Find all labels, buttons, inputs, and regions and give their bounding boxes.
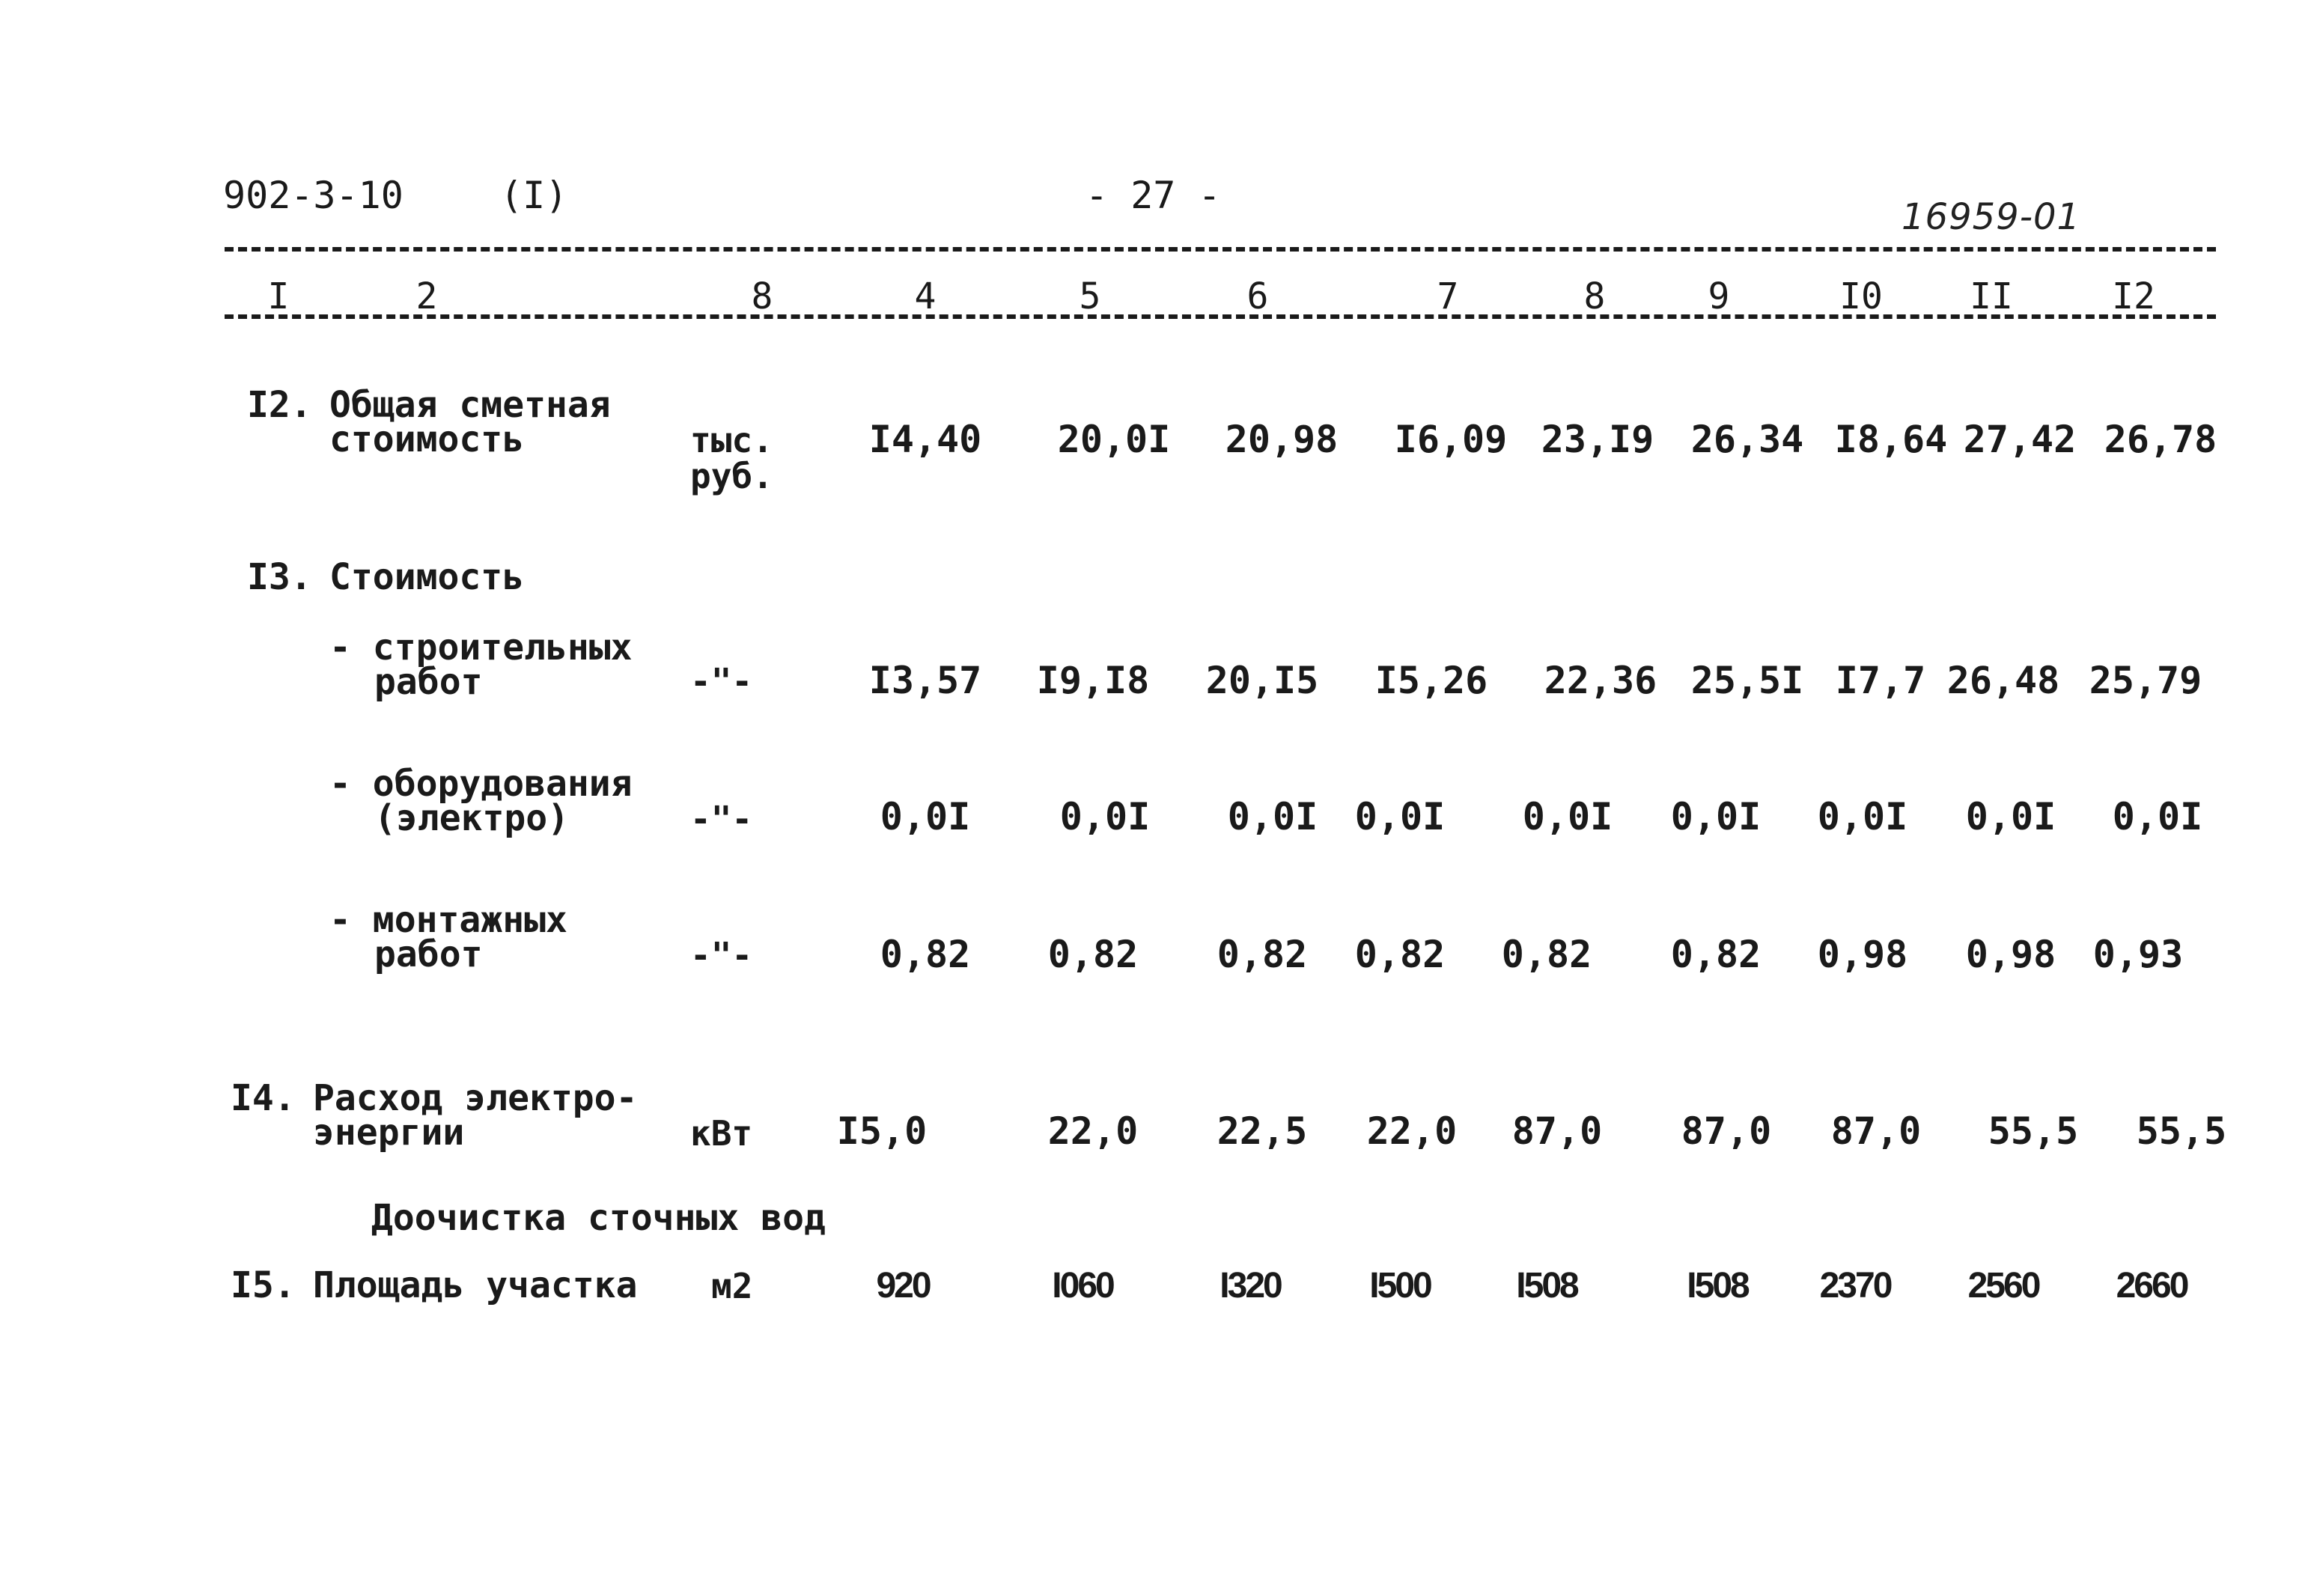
row-label: энергии bbox=[313, 1112, 465, 1154]
col-number: I2 bbox=[2112, 275, 2155, 317]
table-cell: 26,78 bbox=[2104, 418, 2217, 461]
top-rule bbox=[225, 247, 2216, 252]
table-cell: 20,I5 bbox=[1205, 659, 1319, 702]
col-number: 9 bbox=[1708, 275, 1730, 317]
table-cell: 0,98 bbox=[1965, 933, 2056, 976]
doc-code: 902-3-10 bbox=[223, 174, 404, 217]
table-cell: 55,5 bbox=[2136, 1109, 2227, 1153]
table-cell: 87,0 bbox=[1511, 1109, 1603, 1153]
table-cell: 0,0I bbox=[1670, 795, 1762, 838]
table-cell: 0,82 bbox=[1354, 933, 1446, 976]
table-cell: 0,82 bbox=[1670, 933, 1762, 976]
col-number: 4 bbox=[914, 275, 937, 317]
row-number: I4. bbox=[231, 1077, 296, 1119]
table-cell: 0,82 bbox=[1217, 933, 1308, 976]
row-label: Расход электро- bbox=[313, 1077, 638, 1119]
row-label: Стоимость bbox=[329, 556, 525, 598]
page-number: - 27 - bbox=[1086, 174, 1221, 217]
table-cell: 22,0 bbox=[1366, 1109, 1458, 1153]
table-cell: 0,0I bbox=[1817, 795, 1908, 838]
table-cell: 0,98 bbox=[1817, 933, 1908, 976]
table-cell: 0,82 bbox=[880, 933, 971, 976]
row-unit: м2 bbox=[711, 1266, 753, 1306]
row-label: (электро) bbox=[374, 797, 570, 839]
row-unit: -"- bbox=[690, 799, 753, 839]
table-cell: I4,40 bbox=[868, 418, 982, 461]
table-cell: I5,0 bbox=[836, 1109, 928, 1153]
table-cell: 25,5I bbox=[1690, 659, 1804, 702]
table-cell: 920 bbox=[876, 1266, 930, 1306]
col-number: I0 bbox=[1839, 275, 1883, 317]
inventory-number: 16959-01 bbox=[1901, 196, 2081, 238]
row-label: - оборудования bbox=[329, 763, 633, 805]
table-cell: 0,0I bbox=[2112, 795, 2203, 838]
row-unit: -"- bbox=[690, 935, 753, 975]
table-cell: I320 bbox=[1220, 1266, 1281, 1306]
table-cell: 0,0I bbox=[1965, 795, 2056, 838]
col-number: 8 bbox=[1583, 275, 1606, 317]
table-cell: 0,82 bbox=[1501, 933, 1592, 976]
table-cell: 20,98 bbox=[1225, 418, 1339, 461]
table-cell: 22,36 bbox=[1544, 659, 1657, 702]
table-cell: I9,I8 bbox=[1036, 659, 1150, 702]
table-cell: 27,42 bbox=[1963, 418, 2077, 461]
section-title: Доочистка сточных вод bbox=[371, 1197, 826, 1239]
row-label: работ bbox=[374, 933, 483, 975]
table-cell: I7,7 bbox=[1835, 659, 1926, 702]
table-cell: 23,I9 bbox=[1541, 418, 1654, 461]
table-cell: 0,0I bbox=[1227, 795, 1318, 838]
table-cell: 20,0I bbox=[1057, 418, 1171, 461]
table-cell: 22,0 bbox=[1047, 1109, 1139, 1153]
table-cell: 22,5 bbox=[1217, 1109, 1308, 1153]
table-cell: I508 bbox=[1687, 1266, 1748, 1306]
doc-part: (I) bbox=[500, 174, 568, 217]
table-cell: I5,26 bbox=[1374, 659, 1488, 702]
table-cell: 0,0I bbox=[1522, 795, 1613, 838]
table-cell: 25,79 bbox=[2089, 659, 2202, 702]
row-unit: -"- bbox=[690, 661, 753, 701]
row-unit: тыс. bbox=[690, 420, 773, 460]
table-cell: 26,48 bbox=[1946, 659, 2060, 702]
table-cell: 0,0I bbox=[1059, 795, 1151, 838]
table-cell: 87,0 bbox=[1681, 1109, 1772, 1153]
table-cell: I500 bbox=[1369, 1266, 1431, 1306]
table-cell: 0,0I bbox=[1354, 795, 1446, 838]
table-cell: I060 bbox=[1052, 1266, 1113, 1306]
table-cell: 0,0I bbox=[880, 795, 971, 838]
row-label: - строительных bbox=[329, 627, 633, 668]
table-cell: I8,64 bbox=[1834, 418, 1948, 461]
row-label: работ bbox=[374, 661, 483, 703]
row-label: Площадь участка bbox=[313, 1264, 638, 1306]
col-number: I bbox=[267, 275, 290, 317]
col-number: 8 bbox=[751, 275, 773, 317]
col-number: 2 bbox=[415, 275, 438, 317]
table-cell: 2560 bbox=[1967, 1266, 2039, 1306]
row-number: I3. bbox=[247, 556, 312, 598]
table-cell: 2370 bbox=[1819, 1266, 1891, 1306]
row-number: I5. bbox=[231, 1264, 296, 1306]
table-cell: 26,34 bbox=[1690, 418, 1804, 461]
table-cell: 2660 bbox=[2116, 1266, 2187, 1306]
table-cell: I3,57 bbox=[868, 659, 982, 702]
table-cell: 87,0 bbox=[1830, 1109, 1922, 1153]
row-unit: кВт bbox=[690, 1113, 753, 1154]
col-number: 6 bbox=[1246, 275, 1269, 317]
table-cell: 0,82 bbox=[1047, 933, 1139, 976]
row-label: стоимость bbox=[329, 418, 525, 460]
col-number: 7 bbox=[1437, 275, 1459, 317]
col-number: II bbox=[1970, 275, 2013, 317]
table-cell: 0,93 bbox=[2092, 933, 2184, 976]
table-cell: I508 bbox=[1516, 1266, 1577, 1306]
row-number: I2. bbox=[247, 384, 312, 426]
table-cell: I6,09 bbox=[1394, 418, 1508, 461]
row-label: - монтажных bbox=[329, 899, 567, 941]
row-label: Общая сметная bbox=[329, 384, 611, 426]
column-rule bbox=[225, 314, 2216, 319]
table-cell: 55,5 bbox=[1988, 1109, 2079, 1153]
row-unit: руб. bbox=[690, 456, 773, 496]
col-number: 5 bbox=[1079, 275, 1101, 317]
